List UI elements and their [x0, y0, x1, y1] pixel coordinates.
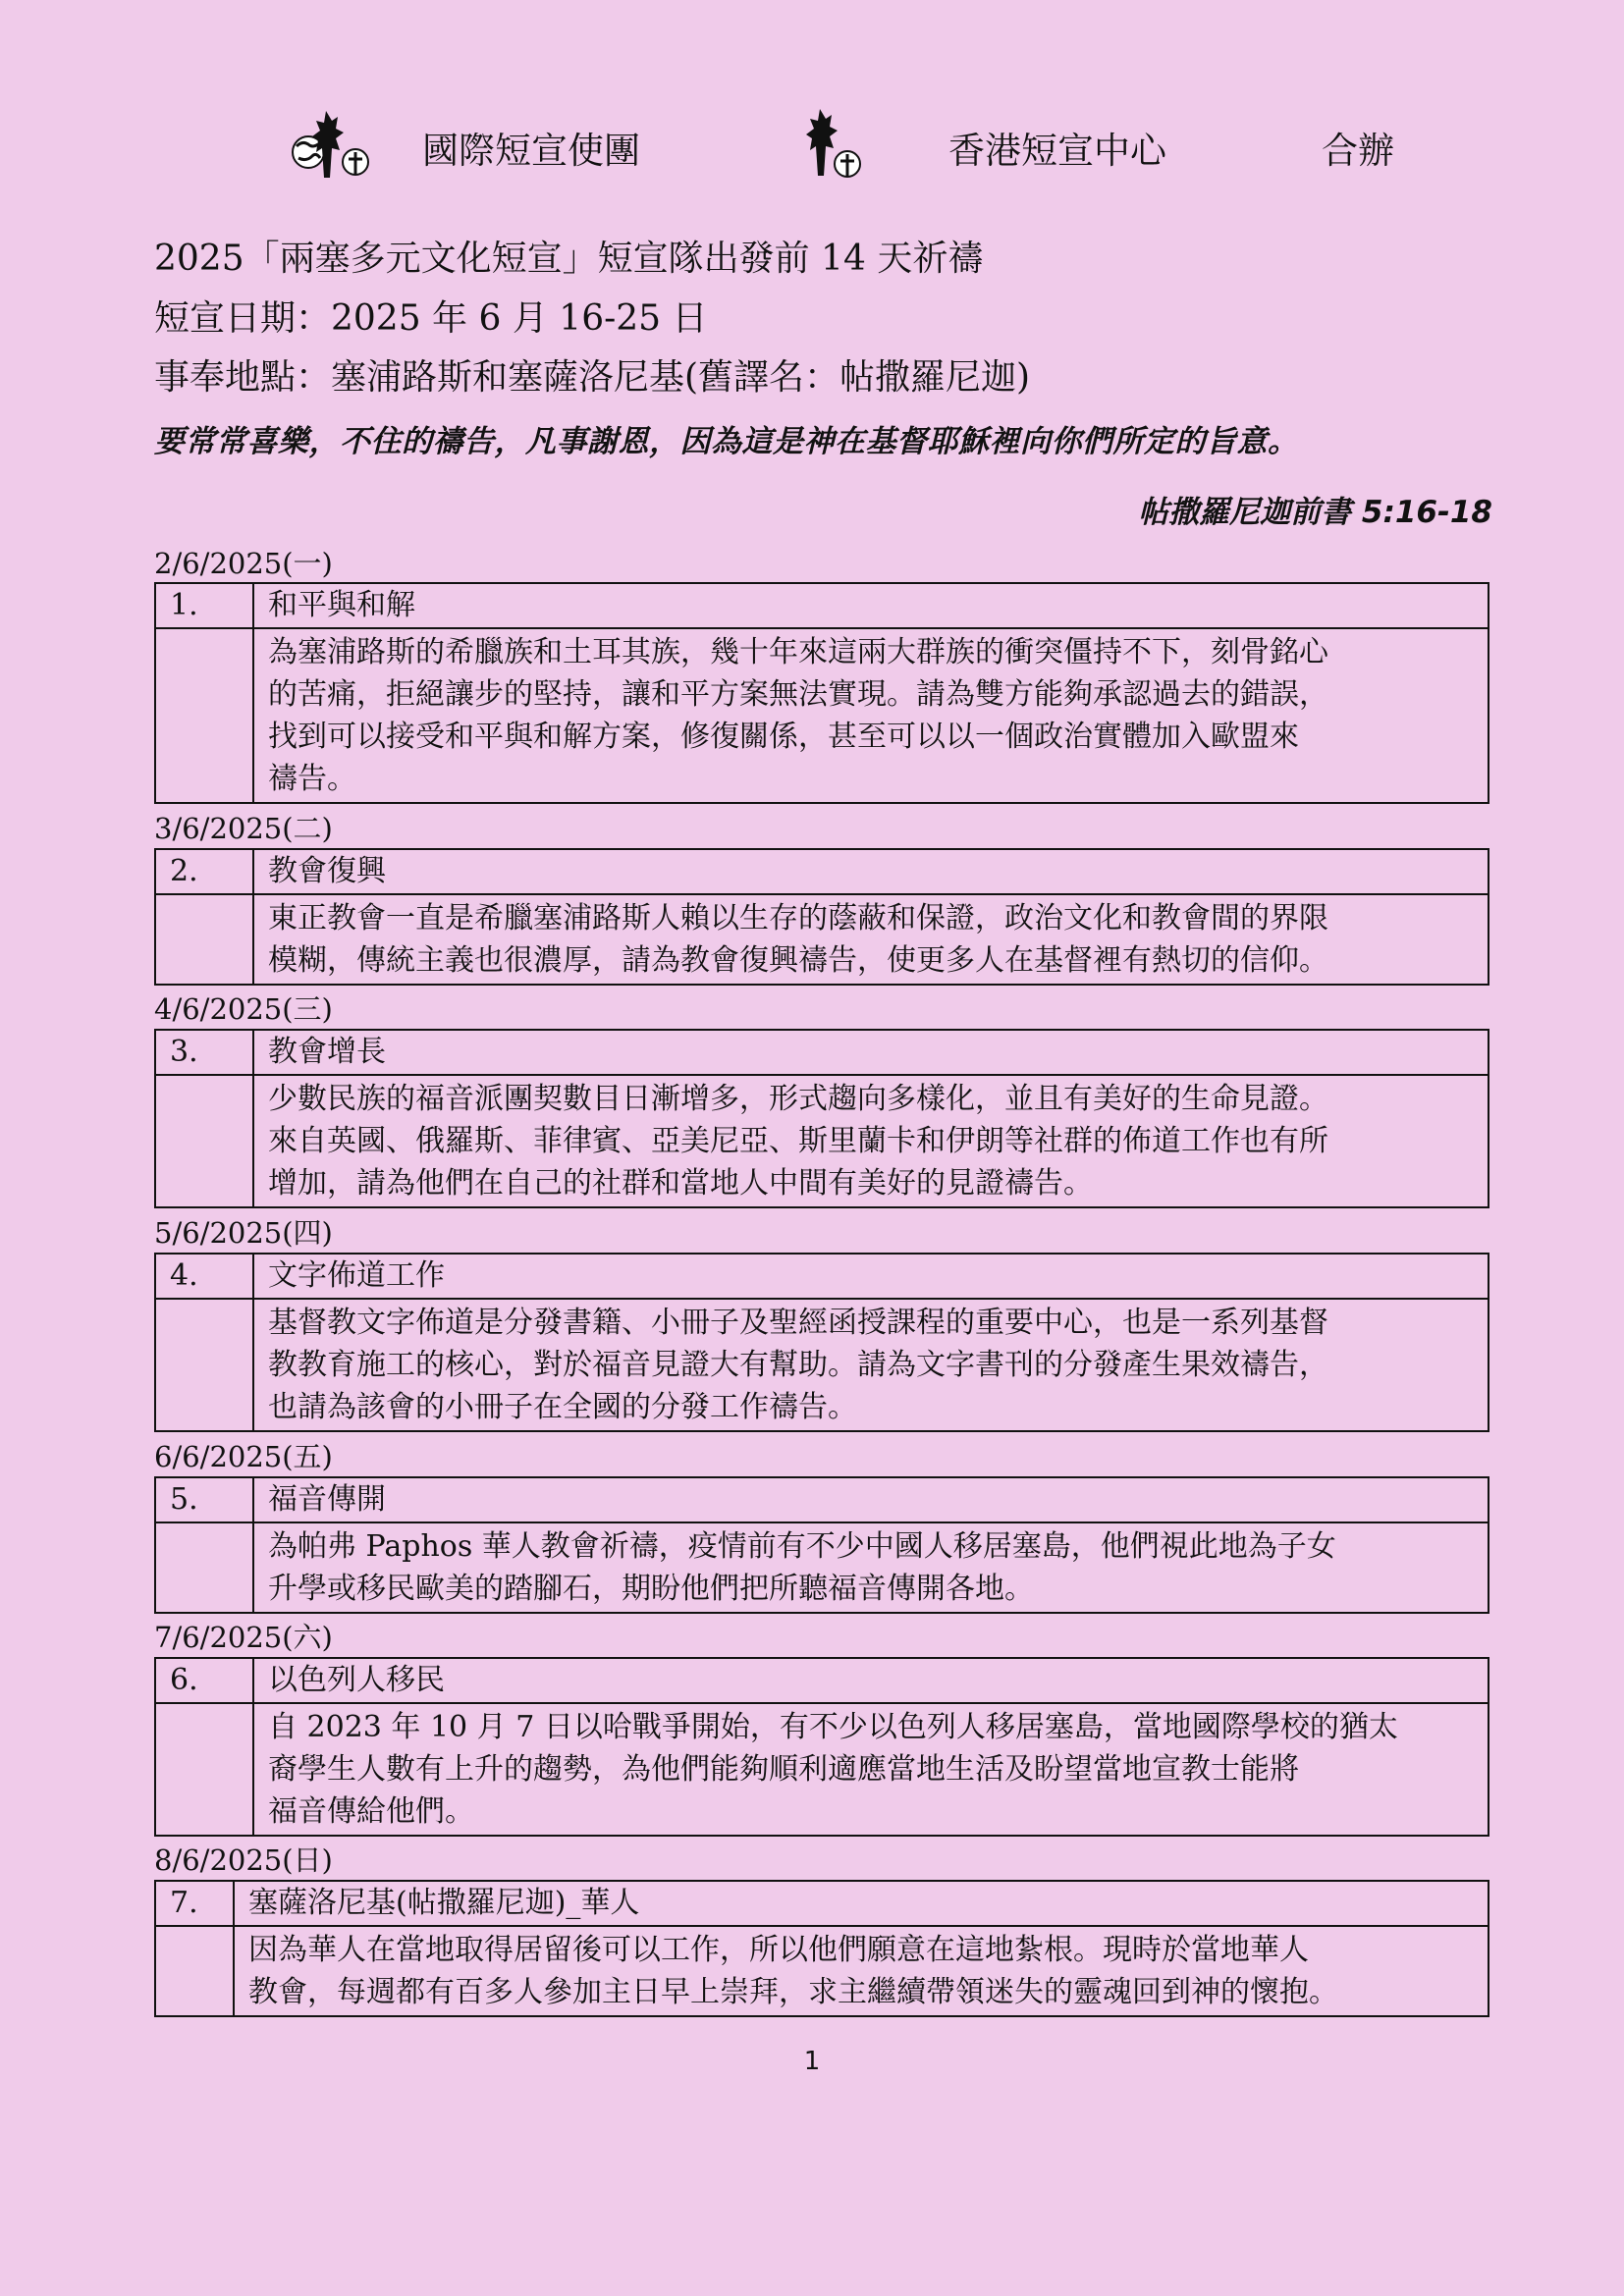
- mission-figure-icon: [790, 103, 869, 187]
- item-body: 為帕弗 Paphos 華人教會祈禱，疫情前有不少中國人移居塞島，他們視此地為子女 升學或移民歐美的踏腳石，期盼他們把所聽福音傳開各地。: [253, 1522, 1489, 1613]
- prayer-date: 3/6/2025(二): [154, 812, 333, 845]
- trip-dates: 短宣日期：2025 年 6 月 16-25 日: [154, 298, 708, 339]
- item-topic: 教會增長: [253, 1030, 1489, 1075]
- item-number: 1.: [155, 583, 253, 628]
- prayer-date: 5/6/2025(四): [154, 1216, 333, 1250]
- item-number: 3.: [155, 1030, 253, 1075]
- prayer-date: 4/6/2025(三): [154, 992, 333, 1026]
- org-name-1: 國際短宣使團: [422, 130, 640, 172]
- item-body: 為塞浦路斯的希臘族和土耳其族，幾十年來這兩大群族的衝突僵持不下，刻骨銘心 的苦痛，拒絕讓步的堅持，讓和平方案無法實現。請為雙方能夠承認過去的錯誤， 找到可以接受和平與和解方案，修復關係，甚至可以以一個政治實體加入歐盟來 禱告。: [253, 628, 1489, 803]
- page-title: 2025「兩塞多元文化短宣」短宣隊出發前 14 天祈禱: [154, 239, 984, 279]
- service-location: 事奉地點：塞浦路斯和塞薩洛尼基(舊譯名：帖撒羅尼迦): [154, 357, 1031, 398]
- prayer-item: [154, 582, 1489, 804]
- item-number: 4.: [155, 1254, 253, 1299]
- verse-reference: 帖撒羅尼迦前書 5:16-18: [1138, 495, 1492, 530]
- item-number: 6.: [155, 1658, 253, 1703]
- bible-verse: 要常常喜樂，不住的禱告，凡事謝恩，因為這是神在基督耶穌裡向你們所定的旨意。: [154, 424, 1299, 459]
- item-topic: 教會復興: [253, 849, 1489, 894]
- item-topic: 和平與和解: [253, 583, 1489, 628]
- item-topic: 塞薩洛尼基(帖撒羅尼迦)_華人: [234, 1881, 1489, 1926]
- item-body: 因為華人在當地取得居留後可以工作，所以他們願意在這地紮根。現時於當地華人 教會，每週都有百多人參加主日早上崇拜，求主繼續帶領迷失的靈魂回到神的懷抱。: [234, 1926, 1489, 2016]
- item-topic: 福音傳開: [253, 1477, 1489, 1522]
- item-body: 基督教文字佈道是分發書籍、小冊子及聖經函授課程的重要中心，也是一系列基督 教教育施工的核心，對於福音見證大有幫助。請為文字書刊的分發產生果效禱告， 也請為該會的小冊子在全國的分發工作禱告。: [253, 1299, 1489, 1431]
- prayer-item: [154, 848, 1489, 986]
- prayer-item: [154, 1029, 1489, 1208]
- prayer-item: [154, 1253, 1489, 1432]
- header: [0, 103, 1624, 191]
- prayer-date: 7/6/2025(六): [154, 1621, 333, 1654]
- item-body: 自 2023 年 10 月 7 日以哈戰爭開始，有不少以色列人移居塞島，當地國際學校的猶太 裔學生人數有上升的趨勢，為他們能夠順利適應當地生活及盼望當地宣教士能將 福音傳給他們。: [253, 1703, 1489, 1836]
- prayer-date: 2/6/2025(一): [154, 547, 333, 580]
- item-topic: 文字佈道工作: [253, 1254, 1489, 1299]
- prayer-item: [154, 1657, 1489, 1837]
- co-host-label: 合辦: [1322, 130, 1394, 172]
- item-body: 少數民族的福音派團契數目日漸增多，形式趨向多樣化，並且有美好的生命見證。 來自英國、俄羅斯、菲律賓、亞美尼亞、斯里蘭卡和伊朗等社群的佈道工作也有所 增加，請為他們在自己的社群和當地人中間有美好的見證禱告。: [253, 1075, 1489, 1207]
- page-number: 1: [803, 2047, 821, 2076]
- item-number: 7.: [155, 1881, 234, 1926]
- item-topic: 以色列人移民: [253, 1658, 1489, 1703]
- prayer-date: 8/6/2025(日): [154, 1843, 333, 1877]
- item-number: 2.: [155, 849, 253, 894]
- prayer-item: [154, 1880, 1489, 2017]
- item-body: 東正教會一直是希臘塞浦路斯人賴以生存的蔭蔽和保證，政治文化和教會間的界限 模糊，傳統主義也很濃厚，請為教會復興禱告，使更多人在基督裡有熱切的信仰。: [253, 894, 1489, 985]
- org-name-2: 香港短宣中心: [948, 130, 1166, 172]
- mission-logo-icon: [287, 103, 375, 187]
- prayer-item: [154, 1476, 1489, 1614]
- item-number: 5.: [155, 1477, 253, 1522]
- prayer-date: 6/6/2025(五): [154, 1440, 333, 1473]
